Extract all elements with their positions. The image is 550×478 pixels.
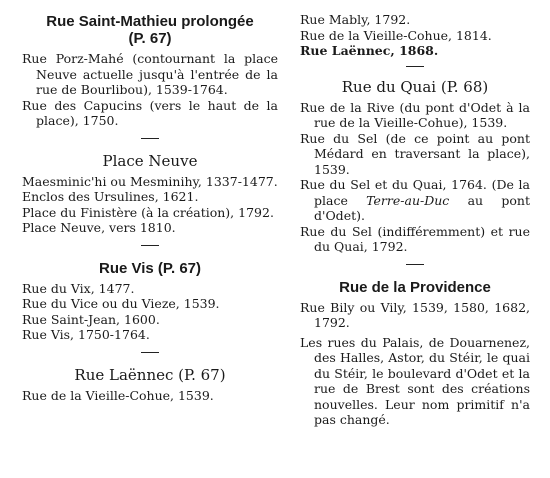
entry: Rue Porz-Mahé (contournant la place Neuve actuelle jusqu'à l'entrée de la rue de Bourlibou), 1539-1764. (22, 51, 278, 97)
section-heading: Rue Saint-Mathieu prolongée (46, 13, 254, 30)
section-rue-de-la-providence (300, 279, 530, 428)
place-name-italic: Terre-au-Duc (366, 192, 450, 208)
entry: Rue du Vix, 1477. (22, 280, 135, 296)
left-column (22, 0, 278, 403)
entry: Rue des Capucins (vers le haut de la place), 1750. (22, 97, 278, 128)
entry: Rue du Sel et du Quai, 1764. (De la place Terre-au-Duc au pont d'Odet). (300, 177, 530, 223)
right-column (300, 0, 530, 428)
entry: Rue Bily ou Vily, 1539, 1580, 1682, 1792. (300, 299, 530, 330)
section-heading: Rue Vis (P. 67) (99, 259, 201, 277)
section-rue-vis (22, 260, 278, 343)
section-rue-laennec (22, 367, 278, 404)
section-heading-page: (P. 67) (128, 30, 172, 47)
section-heading: Rue Laënnec (P. 67) (74, 365, 226, 384)
entry: Rue de la Vieille-Cohue, 1539. (22, 387, 214, 403)
section-heading: Place Neuve (102, 151, 198, 170)
entry: Place Neuve, vers 1810. (22, 220, 176, 235)
section-rue-saint-mathieu (22, 13, 278, 129)
entry: Rue du Sel (de ce point au pont Médard en traversant la place), 1539. (300, 130, 530, 177)
entry: Rue Vis, 1750-1764. (22, 327, 150, 342)
entry: Maesminic'hi ou Mesminihy, 1337-1477. (22, 173, 278, 189)
entry: Rue de la Rive (du pont d'Odet à la rue de la Vieille-Cohue), 1539. (300, 99, 530, 130)
entry: Place du Finistère (à la création), 1792. (22, 204, 274, 220)
entry: Enclos des Ursulines, 1621. (22, 189, 199, 204)
section-place-neuve (22, 153, 278, 236)
section-rue-du-quai (300, 79, 530, 255)
section-rue-laennec-continued (300, 12, 530, 59)
entry: Rue du Vice ou du Vieze, 1539. (22, 296, 220, 311)
section-heading: Rue du Quai (P. 68) (341, 77, 489, 96)
section-heading: Rue de la Providence (339, 278, 491, 296)
entry: Rue Saint-Jean, 1600. (22, 311, 160, 327)
entry: Rue du Sel (indifféremment) et rue du Quai, 1792. (300, 223, 530, 254)
entry: Rue Mably, 1792. (300, 12, 411, 27)
entry: Rue Laënnec, 1868. (300, 43, 439, 58)
entry: Les rues du Palais, de Douarnenez, des Halles, Astor, du Stéir, le quai du Stéir, le boulevard d'Odet et la rue de Brest sont des créations nouvelles. Leur nom primitif n'a pas changé. (300, 334, 530, 427)
entry: Rue de la Vieille-Cohue, 1814. (300, 27, 492, 43)
